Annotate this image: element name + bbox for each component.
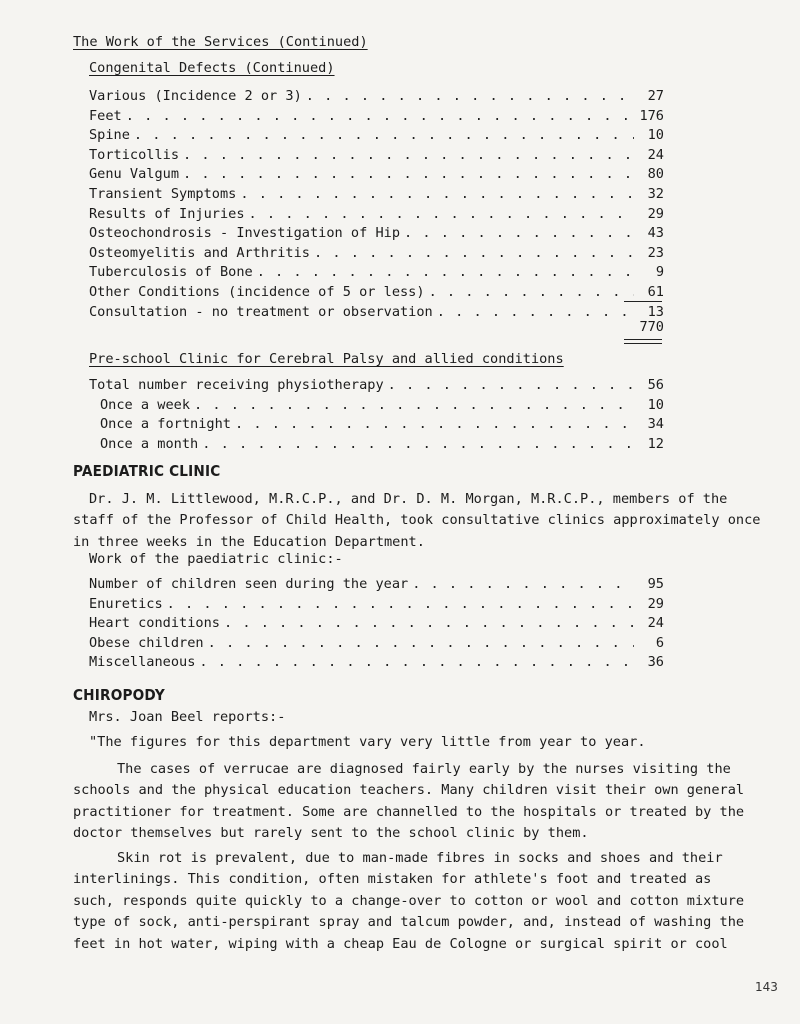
page-heading: The Work of the Services (Continued) — [73, 34, 368, 50]
defect-row: Osteomyelitis and Arthritis . . . 23 — [89, 244, 664, 264]
chiropody-reporter: Mrs. Joan Beel reports:- — [89, 709, 286, 725]
paragraph-line: type of sock, anti-perspirant spray and talcum powder, and, instead of washing the — [73, 914, 745, 931]
total-double-rule — [624, 339, 662, 344]
paragraph-line: Dr. J. M. Littlewood, M.R.C.P., and Dr. D. M. Morgan, M.R.C.P., members of the — [89, 491, 728, 507]
preschool-list — [89, 376, 664, 454]
chiropody-quote: "The figures for this department vary very little from year to year. — [89, 734, 646, 750]
preschool-row: Total number receiving physiotherapy . . . 56 — [89, 376, 664, 396]
paragraph-line: The cases of verrucae are diagnosed fairly early by the nurses visiting the — [117, 761, 731, 777]
paediatric-work-intro: Work of the paediatric clinic:- — [89, 551, 343, 567]
paediatric-row: Heart conditions . . . 24 — [89, 614, 664, 634]
paragraph-line: practitioner for treatment. Some are channelled to the hospitals or treated by the — [73, 803, 745, 820]
paragraph-line: doctor themselves but rarely sent to the school clinic by them. — [73, 825, 589, 842]
defect-row: Feet . . . 176 — [89, 107, 664, 127]
defects-total: 770 — [639, 319, 664, 335]
defect-row: Genu Valgum . . . 80 — [89, 165, 664, 185]
defect-row: Other Conditions (incidence of 5 or less) . . . 61 — [89, 283, 664, 303]
paediatric-list — [89, 575, 664, 673]
defect-row: Torticollis . . . 24 — [89, 146, 664, 166]
paragraph-line: interlinings. This condition, often mistaken for athlete's foot and treated as — [73, 871, 712, 888]
defect-row: Osteochondrosis - Investigation of Hip . . . 43 — [89, 224, 664, 244]
paragraph-line: staff of the Professor of Child Health, took consultative clinics approximately once — [73, 512, 761, 529]
defect-row: Results of Injuries . . . 29 — [89, 205, 664, 225]
defects-list — [89, 87, 664, 322]
chiropody-paragraph-1 — [73, 759, 773, 845]
defect-row: Various (Incidence 2 or 3) . . . 27 — [89, 87, 664, 107]
paragraph-line: in three weeks in the Education Department. — [73, 533, 425, 550]
preschool-row: Once a week . . . 10 — [89, 396, 664, 416]
paediatric-clinic-heading: PAEDIATRIC CLINIC — [73, 462, 221, 480]
defect-row: Consultation - no treatment or observation . . . 13 — [89, 303, 664, 323]
paragraph-line: schools and the physical education teachers. Many children visit their own general — [73, 782, 745, 799]
paediatric-row: Enuretics . . . 29 — [89, 595, 664, 615]
paragraph-line: feet in hot water, wiping with a cheap Eau de Cologne or surgical spirit or cool — [73, 935, 728, 952]
section-subheading: Congenital Defects (Continued) — [89, 60, 335, 76]
preschool-title: Pre-school Clinic for Cerebral Palsy and allied conditions — [89, 351, 564, 367]
paediatric-paragraph — [73, 489, 773, 553]
paragraph-line: Skin rot is prevalent, due to man-made fibres in socks and shoes and their — [117, 850, 723, 866]
paediatric-row: Obese children . . . 6 — [89, 634, 664, 654]
defect-row: Transient Symptoms . . . 32 — [89, 185, 664, 205]
preschool-row: Once a fortnight . . . 34 — [89, 415, 664, 435]
paediatric-row: Miscellaneous . . . 36 — [89, 653, 664, 673]
chiropody-heading: CHIROPODY — [73, 686, 165, 704]
paediatric-row: Number of children seen during the year . . . 95 — [89, 575, 664, 595]
total-rule — [624, 301, 662, 302]
chiropody-paragraph-2 — [73, 848, 773, 955]
defect-row: Spine . . . 10 — [89, 126, 664, 146]
paragraph-line: such, responds quite quickly to a change-over to cotton or wool and cotton mixture — [73, 892, 745, 909]
preschool-row: Once a month . . . 12 — [89, 435, 664, 455]
defect-row: Tuberculosis of Bone . . . 9 — [89, 263, 664, 283]
page-number: 143 — [755, 980, 778, 994]
